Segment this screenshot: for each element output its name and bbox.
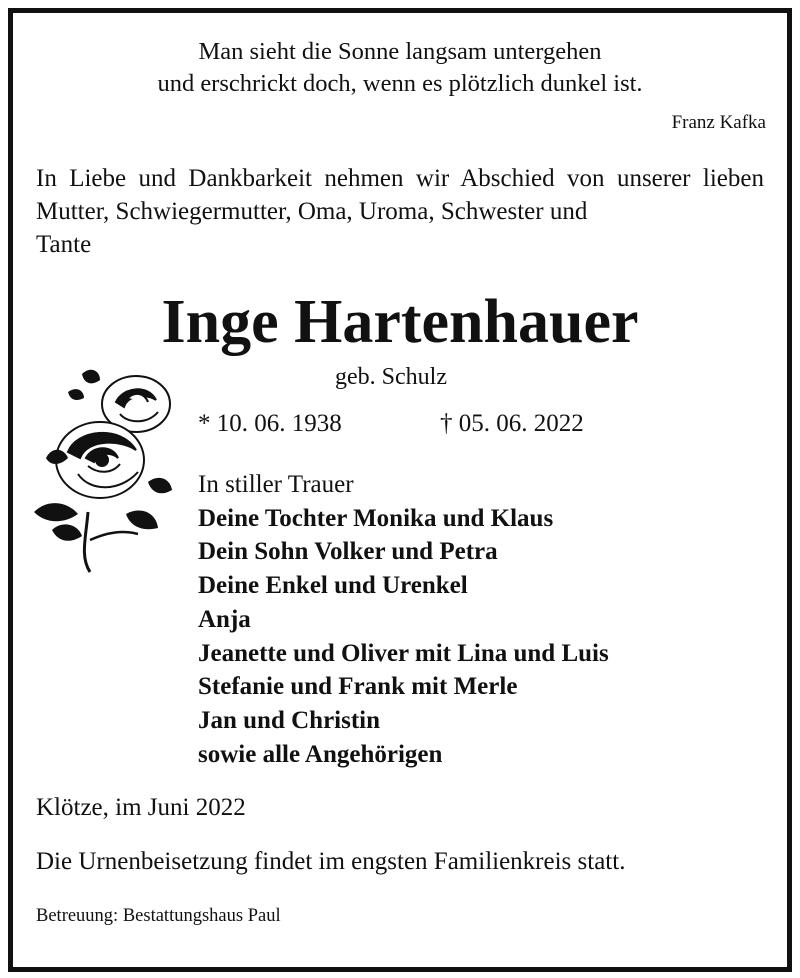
place-date: Klötze, im Juni 2022 xyxy=(36,794,246,821)
mourning-lead: In stiller Trauer xyxy=(198,471,354,498)
intro-text: In Liebe und Dankbarkeit nehmen wir Abschied von unserer lieben Mutter, Schwiegermutter, Oma, Uroma, Schwester und xyxy=(36,165,764,225)
funeral-home: Betreuung: Bestattungshaus Paul xyxy=(36,906,281,926)
maiden-name: geb. Schulz xyxy=(335,364,447,390)
mourner-row: Deine Tochter Monika und Klaus xyxy=(198,504,554,532)
quote-author: Franz Kafka xyxy=(671,112,766,133)
intro-text-last: Tante xyxy=(36,231,92,258)
mourner-row: Jan und Christin xyxy=(198,706,381,734)
mourner-row: Jeanette und Oliver mit Lina und Luis xyxy=(198,639,609,667)
birth-date: * 10. 06. 1938 xyxy=(198,410,342,437)
kafka-quote xyxy=(0,36,800,100)
mourner-row: Stefanie und Frank mit Merle xyxy=(198,673,518,701)
mourner-row: Anja xyxy=(198,605,251,633)
deceased-name: Inge Hartenhauer xyxy=(161,288,639,356)
mourner-row: sowie alle Angehörigen xyxy=(198,740,443,768)
burial-notice: Die Urnenbeisetzung findet im engsten Familienkreis statt. xyxy=(36,848,626,875)
mourner-row: Deine Enkel und Urenkel xyxy=(198,572,468,600)
death-date: † 05. 06. 2022 xyxy=(440,410,584,437)
quote-line-2: und erschrickt doch, wenn es plötzlich dunkel ist. xyxy=(157,70,643,97)
quote-line-1: Man sieht die Sonne langsam untergehen xyxy=(198,38,602,65)
rose-icon xyxy=(28,362,178,574)
mourners-list xyxy=(198,468,609,771)
mourner-row: Dein Sohn Volker und Petra xyxy=(198,538,498,566)
